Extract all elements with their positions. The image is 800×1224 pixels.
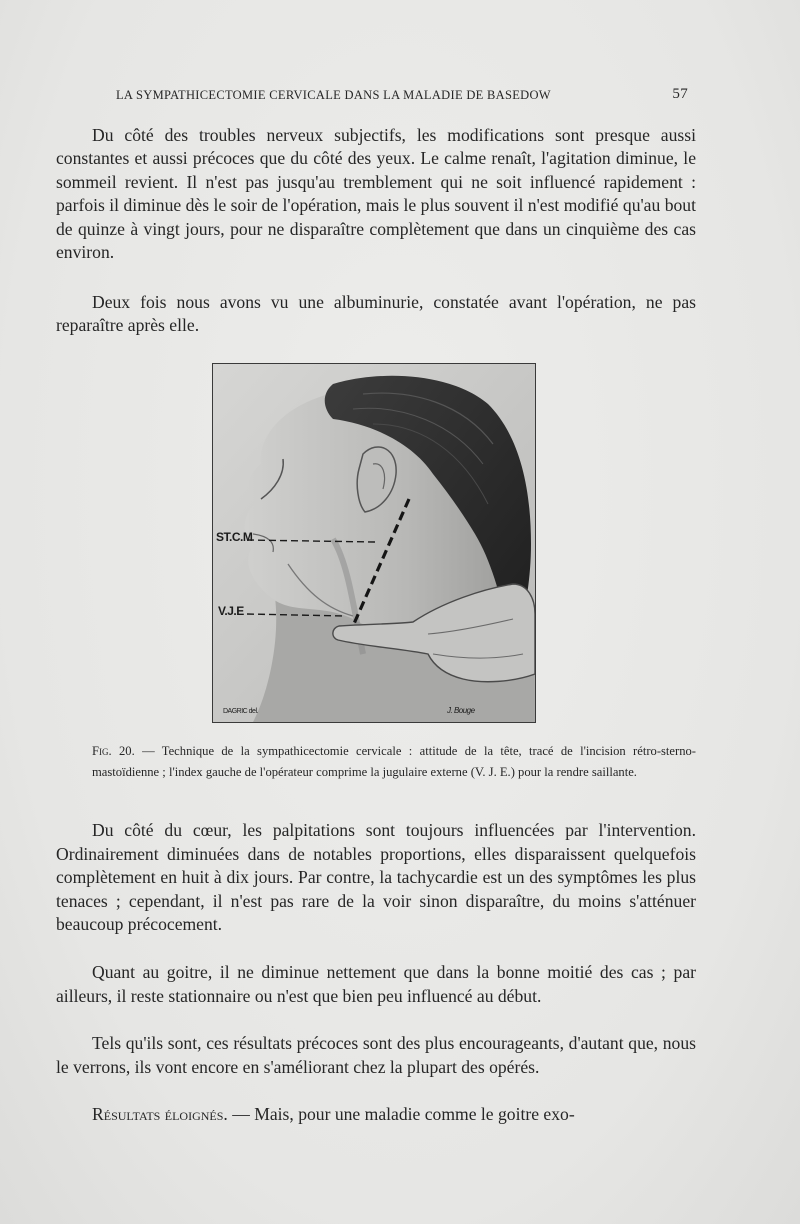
paragraph-nervous-symptoms: Du côté des troubles nerveux subjectifs, les modifications sont presque aussi constantes et aussi précoces que du côté des yeux. Le calme renaît, l'agitation diminue, le sommeil revient. Il n'est pas jusqu'au tremblement qui ne soit influencé rapidement : parfois il diminue dès le soir de l'opération, mais le plus souvent il n'est modifié qu'au bout de quinze à vingt jours, pour ne disparaître complètement que dans un cinquième des cas environ.: [56, 125, 696, 263]
neck-incision-drawing: [213, 364, 535, 722]
figure-number: Fig. 20.: [92, 744, 135, 758]
paragraph-goitre: Quant au goitre, il ne diminue nettement que dans la bonne moitié des cas ; par ailleurs, il reste stationnaire ou n'est que bien peu influencé au début.: [56, 962, 696, 1006]
running-title: LA SYMPATHICECTOMIE CERVICALE DANS LA MALADIE DE BASEDOW: [116, 88, 551, 102]
figure-20-illustration: [212, 363, 536, 723]
paragraph-heart: Du côté du cœur, les palpitations sont toujours influencées par l'intervention. Ordinairement diminuées dans de notables proportions, elles disparaissent quelquefois complètement en huit à dix jours. Par contre, la tachycardie est un des symptômes les plus tenaces ; cependant, il n'est pas rare de la voir sinon disparaître, du moins s'atténuer beaucoup précocement.: [56, 820, 696, 935]
running-header: [116, 86, 688, 106]
paragraph-albuminuria: Deux fois nous avons vu une albuminurie, constatée avant l'opération, ne pas reparaître après elle.: [56, 292, 696, 336]
section-heading-late-results: Résultats éloignés.: [92, 1104, 228, 1124]
figure-caption-text: — Technique de la sympathicectomie cervicale : attitude de la tête, tracé de l'incision rétro-sterno-mastoïdienne ; l'index gauche de l'opérateur comprime la jugulaire externe (V. J. E.) pour la rendre saillante.: [92, 744, 696, 779]
figure-caption: [92, 741, 696, 782]
paragraph-late-results: [56, 1103, 696, 1126]
label-vje: V.J.E: [218, 604, 244, 618]
paragraph-late-results-text: — Mais, pour une maladie comme le goitre exo-: [227, 1104, 575, 1124]
page-number: 57: [672, 86, 688, 102]
label-stcm: ST.C.M: [216, 530, 253, 544]
artist-signature-right: J. Bouge: [447, 706, 475, 715]
artist-signature-left: DAGRIC del.: [223, 708, 258, 715]
paragraph-early-results: Tels qu'ils sont, ces résultats précoces sont des plus encourageants, d'autant que, nous le verrons, ils vont encore en s'améliorant chez la plupart des opérés.: [56, 1033, 696, 1077]
